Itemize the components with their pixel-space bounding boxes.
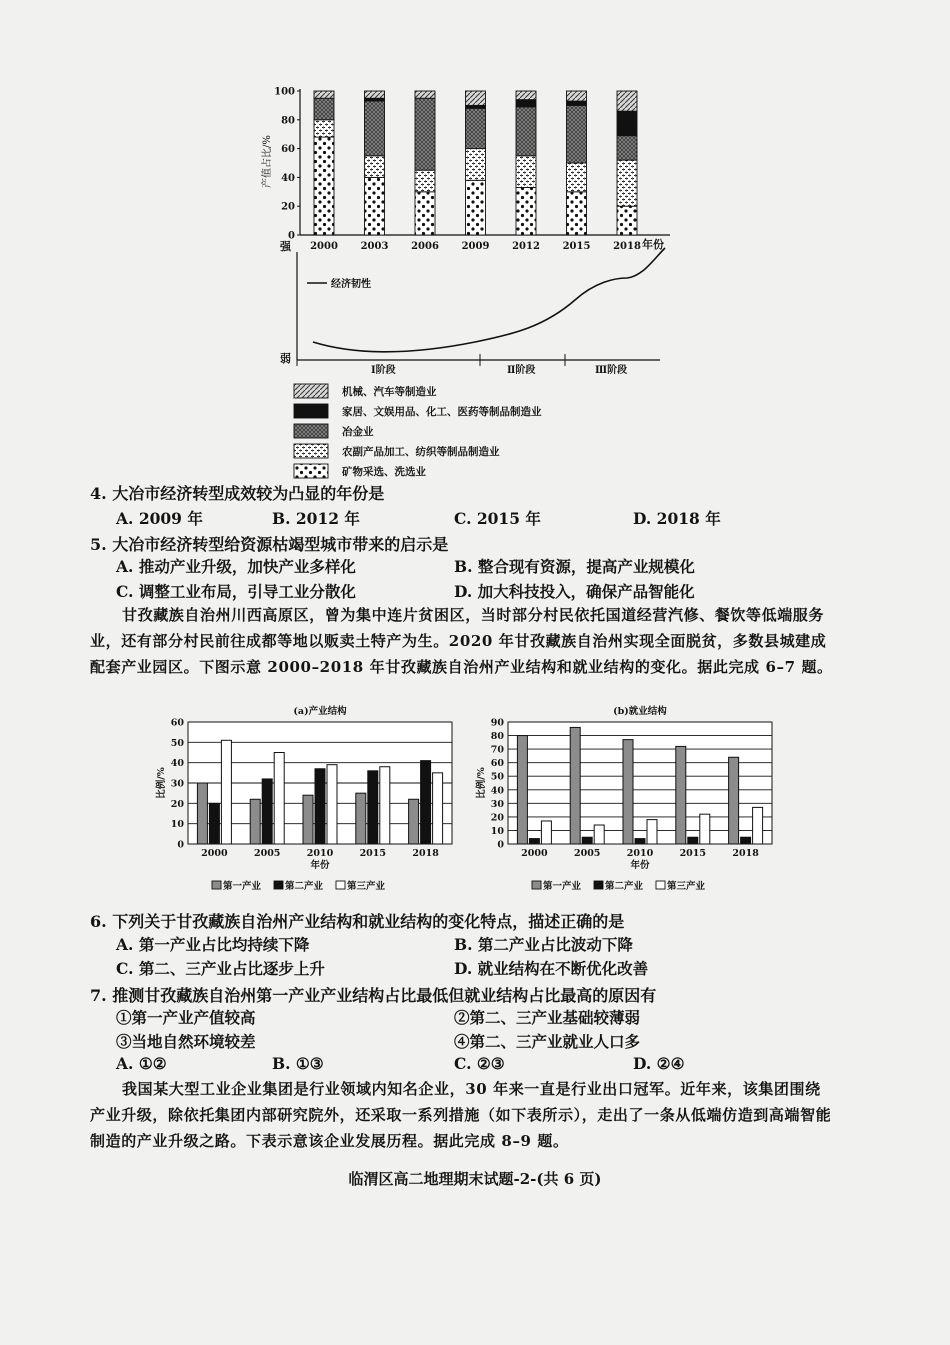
legend-swatch xyxy=(274,881,283,889)
chart-title: (a)产业结构 xyxy=(293,706,347,717)
fig1-legend-label: 冶金业 xyxy=(342,426,374,438)
fig1-xtick-label: 2012 xyxy=(512,241,540,252)
fig1-bar-segment xyxy=(567,192,587,235)
x-axis-label: 年份 xyxy=(630,860,650,871)
fig1-bar-segment xyxy=(516,156,536,188)
q6-option-b[interactable]: B. 第二产业占比波动下降 xyxy=(454,935,633,954)
fig1-xtick-label: 2003 xyxy=(360,241,389,252)
legend-swatch xyxy=(336,881,345,889)
bar-第三产业 xyxy=(594,825,604,844)
fig2-legend-label: 经济韧性 xyxy=(331,279,371,290)
q4-option-b[interactable]: B. 2012 年 xyxy=(272,509,360,528)
ytick-label: 50 xyxy=(490,771,504,783)
bar-第三产业 xyxy=(327,765,337,844)
bar-第一产业 xyxy=(517,736,527,844)
fig2-strong-label: 强 xyxy=(280,240,291,253)
bar-第一产业 xyxy=(570,727,580,844)
fig1-bar-segment xyxy=(415,192,435,235)
bar-第三产业 xyxy=(380,767,390,844)
legend-label: 第一产业 xyxy=(543,881,582,892)
xtick-label: 2005 xyxy=(573,848,601,859)
fig1-legend-label: 农副产品加工、纺织等制品制造业 xyxy=(342,446,500,458)
xtick-label: 2018 xyxy=(732,848,759,859)
ytick-label: 10 xyxy=(490,825,504,837)
y-axis-label: 比例/% xyxy=(476,767,487,799)
q4-option-c[interactable]: C. 2015 年 xyxy=(454,509,541,528)
fig1-ytick-label: 0 xyxy=(288,230,295,242)
x-axis-label: 年份 xyxy=(310,860,330,871)
legend-label: 第一产业 xyxy=(223,881,262,892)
bar-第一产业 xyxy=(623,740,633,844)
passage-6-7: 甘孜藏族自治州川西高原区，曾为集中连片贫困区，当时部分村民依托国道经营汽修、餐饮等低端服务业，还有部分村民前往成都等地以贩卖土特产为生。2020 年甘孜藏族自治州实现全面脱贫，多数县城建成配套产业园区。下图示意 2000–2018 年甘孜藏族自治州产业结构和就业结构的变化。据此完成 6–7 题。 xyxy=(90,606,833,676)
q7-item-3: ③当地自然环境较差 xyxy=(116,1032,256,1051)
stage-2-label: Ⅱ阶段 xyxy=(507,365,536,376)
xtick-label: 2005 xyxy=(253,848,281,859)
xtick-label: 2015 xyxy=(679,848,707,859)
fig1-xlabel: 年份 xyxy=(642,238,664,251)
fig1-bar-segment xyxy=(567,105,587,163)
fig1-legend-swatch xyxy=(294,384,328,398)
ytick-label: 30 xyxy=(490,798,504,810)
xtick-label: 2015 xyxy=(359,848,387,859)
bar-第二产业 xyxy=(209,803,219,844)
fig1-bar-segment xyxy=(314,91,334,98)
fig2-weak-label: 弱 xyxy=(280,352,291,365)
fig1-legend-label: 家居、文娱用品、化工、医药等制品制造业 xyxy=(342,406,542,418)
fig1-bar-segment xyxy=(567,101,587,105)
q6-option-a[interactable]: A. 第一产业占比均持续下降 xyxy=(116,935,310,954)
ytick-label: 90 xyxy=(490,717,504,729)
fig1-xtick-label: 2015 xyxy=(562,241,591,252)
bar-第三产业 xyxy=(274,753,284,845)
ytick-label: 0 xyxy=(497,839,504,851)
ytick-label: 40 xyxy=(170,758,184,770)
bar-第二产业 xyxy=(741,837,751,844)
q6-option-d[interactable]: D. 就业结构在不断优化改善 xyxy=(454,959,649,978)
q7-option-d[interactable]: D. ②④ xyxy=(633,1054,685,1073)
bar-第一产业 xyxy=(356,793,366,844)
fig1-bar-segment xyxy=(466,91,486,105)
employment-structure-chart xyxy=(470,700,780,895)
bar-第三产业 xyxy=(221,740,231,844)
bar-第二产业 xyxy=(262,779,272,844)
y-axis-label: 比例/% xyxy=(156,767,167,799)
fig1-bar-segment xyxy=(516,187,536,235)
bar-第一产业 xyxy=(250,799,260,844)
fig1-legend-swatch xyxy=(294,444,328,458)
ytick-label: 60 xyxy=(490,758,504,770)
fig1-bar-segment xyxy=(415,98,435,170)
legend-label: 第二产业 xyxy=(285,881,324,892)
fig1-legend-swatch xyxy=(294,424,328,438)
bar-第二产业 xyxy=(421,761,431,844)
ytick-label: 20 xyxy=(490,812,504,824)
question-4-stem: 4. 大冶市经济转型成效较为凸显的年份是 xyxy=(90,484,385,503)
ytick-label: 40 xyxy=(490,785,504,797)
fig1-ytick-label: 20 xyxy=(281,201,295,213)
fig1-bar-segment xyxy=(516,100,536,107)
fig1-bar-segment xyxy=(516,91,536,100)
fig1-legend-label: 矿物采选、洗选业 xyxy=(342,466,426,478)
q7-option-c[interactable]: C. ②③ xyxy=(454,1054,505,1073)
legend-swatch xyxy=(594,881,603,889)
fig1-bar-segment xyxy=(617,136,637,160)
q5-option-d[interactable]: D. 加大科技投入，确保产品智能化 xyxy=(454,582,695,601)
ytick-label: 70 xyxy=(490,744,504,756)
legend-swatch xyxy=(532,881,541,889)
ytick-label: 0 xyxy=(177,839,184,851)
fig1-bar-segment xyxy=(314,120,334,137)
ytick-label: 60 xyxy=(170,717,184,729)
bar-第三产业 xyxy=(541,821,551,844)
bar-第二产业 xyxy=(688,837,698,844)
fig1-bar-segment xyxy=(415,170,435,192)
question-6-stem: 6. 下列关于甘孜藏族自治州产业结构和就业结构的变化特点，描述正确的是 xyxy=(90,912,625,931)
legend-label: 第三产业 xyxy=(347,881,386,892)
page-footer: 临渭区高二地理期末试题-2-(共 6 页) xyxy=(348,1170,602,1188)
fig1-legend-swatch xyxy=(294,464,328,478)
resilience-curve-chart xyxy=(275,230,675,380)
bar-第一产业 xyxy=(409,799,419,844)
bar-第一产业 xyxy=(303,795,313,844)
bar-第一产业 xyxy=(676,746,686,844)
bar-第一产业 xyxy=(729,757,739,844)
q5-option-c[interactable]: C. 调整工业布局，引导工业分散化 xyxy=(116,582,356,601)
q7-item-4: ④第二、三产业就业人口多 xyxy=(454,1032,641,1051)
q5-option-a[interactable]: A. 推动产业升级，加快产业多样化 xyxy=(116,557,356,576)
ytick-label: 30 xyxy=(170,778,184,790)
legend-swatch xyxy=(656,881,665,889)
fig1-bar-segment xyxy=(415,91,435,98)
ytick-label: 50 xyxy=(170,737,184,749)
fig1-xtick-label: 2009 xyxy=(461,241,490,252)
stage-1-label: Ⅰ阶段 xyxy=(371,365,396,376)
xtick-label: 2010 xyxy=(306,848,334,859)
fig1-ylabel: 产值占比/% xyxy=(262,135,273,188)
fig1-bar-segment xyxy=(617,91,637,111)
fig1-bar-segment xyxy=(365,91,385,98)
bar-第三产业 xyxy=(433,773,443,844)
q7-item-1: ①第一产业产值较高 xyxy=(116,1008,256,1027)
fig1-bar-segment xyxy=(567,163,587,192)
q7-item-2: ②第二、三产业基础较薄弱 xyxy=(454,1008,641,1027)
bar-第二产业 xyxy=(635,839,645,844)
fig1-bar-segment xyxy=(466,149,486,181)
fig1-ytick-label: 60 xyxy=(281,144,295,156)
bar-第二产业 xyxy=(315,769,325,844)
ytick-label: 20 xyxy=(170,798,184,810)
fig1-ytick-label: 100 xyxy=(274,86,295,98)
fig1-legend-label: 机械、汽车等制造业 xyxy=(342,386,437,398)
q4-option-d[interactable]: D. 2018 年 xyxy=(633,509,721,528)
passage-8-9: 我国某大型工业企业集团是行业领域内知名企业，30 年来一直是行业出口冠军。近年来，该集团围绕产业升级，除依托集团内部研究院外，还采取一系列措施（如下表所示），走出了一条从低端仿造到高端智能制造的产业升级之路。下表示意该企业发展历程。据此完成 8–9 题。 xyxy=(90,1080,832,1150)
fig1-xtick-label: 2000 xyxy=(310,241,338,252)
fig1-bar-segment xyxy=(466,108,486,148)
legend-label: 第二产业 xyxy=(605,881,644,892)
ytick-label: 80 xyxy=(490,731,504,743)
q6-option-c[interactable]: C. 第二、三产业占比逐步上升 xyxy=(116,959,325,978)
xtick-label: 2010 xyxy=(626,848,654,859)
q5-option-b[interactable]: B. 整合现有资源，提高产业规模化 xyxy=(454,557,695,576)
bar-第二产业 xyxy=(529,839,539,844)
fig1-bar-segment xyxy=(314,98,334,120)
industry-structure-chart xyxy=(150,700,460,895)
bar-第三产业 xyxy=(700,814,710,844)
bar-第一产业 xyxy=(197,783,207,844)
q7-option-a[interactable]: A. ①② xyxy=(116,1054,167,1073)
fig1-bar-segment xyxy=(314,137,334,235)
legend-label: 第三产业 xyxy=(667,881,706,892)
fig1-bar-segment xyxy=(516,107,536,156)
fig1-bar-segment xyxy=(567,91,587,101)
fig1-bar-segment xyxy=(365,177,385,235)
legend-swatch xyxy=(212,881,221,889)
fig1-ytick-label: 80 xyxy=(281,115,295,127)
fig1-bar-segment xyxy=(466,180,486,235)
question-7-stem: 7. 推测甘孜藏族自治州第一产业产业结构占比最低但就业结构占比最高的原因有 xyxy=(90,986,657,1005)
bar-第三产业 xyxy=(647,820,657,844)
xtick-label: 2000 xyxy=(201,848,228,859)
fig1-legend xyxy=(290,380,610,480)
fig1-ytick-label: 40 xyxy=(281,172,295,184)
fig1-legend-swatch xyxy=(294,404,328,418)
ytick-label: 10 xyxy=(170,819,184,831)
fig1-bar-segment xyxy=(617,160,637,206)
resilience-curve xyxy=(313,248,665,352)
fig1-bar-segment xyxy=(365,156,385,178)
question-5-stem: 5. 大冶市经济转型给资源枯竭型城市带来的启示是 xyxy=(90,535,449,554)
bar-第二产业 xyxy=(368,771,378,844)
fig1-bar-segment xyxy=(365,101,385,156)
xtick-label: 2018 xyxy=(412,848,439,859)
stage-3-label: Ⅲ阶段 xyxy=(595,365,628,376)
fig1-xtick-label: 2018 xyxy=(613,241,641,252)
q4-option-a[interactable]: A. 2009 年 xyxy=(116,509,203,528)
xtick-label: 2000 xyxy=(521,848,548,859)
chart-title: (b)就业结构 xyxy=(613,706,667,717)
fig1-xtick-label: 2006 xyxy=(411,241,439,252)
fig1-bar-segment xyxy=(617,111,637,135)
bar-第三产业 xyxy=(753,807,763,844)
bar-第二产业 xyxy=(582,837,592,844)
q7-option-b[interactable]: B. ①③ xyxy=(272,1054,324,1073)
